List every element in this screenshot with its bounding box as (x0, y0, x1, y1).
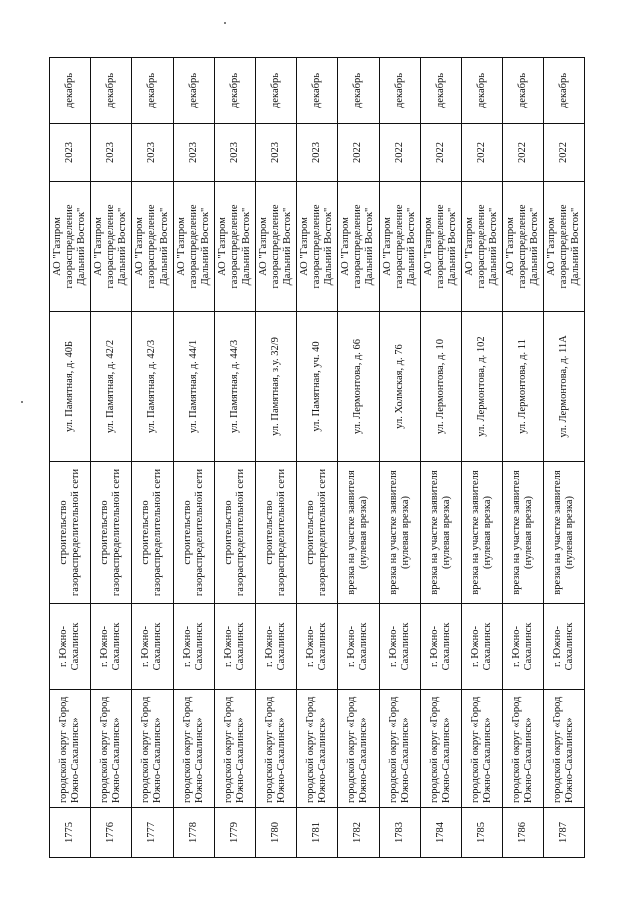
city-cell: г. Южно-Сахалинск (91, 604, 132, 690)
address-cell: ул. Памятная, уч. 40 (297, 312, 338, 462)
municipality-cell: городской округ «Город Южно-Сахалинск» (173, 690, 214, 808)
organization-cell: АО "Газпром газораспределение Дальний Восток" (132, 182, 173, 312)
scan-speck (224, 22, 226, 24)
table-row (255, 58, 296, 858)
organization-cell: АО "Газпром газораспределение Дальний Восток" (544, 182, 585, 312)
municipality-cell: городской округ «Город Южно-Сахалинск» (379, 690, 420, 808)
municipality-cell: городской округ «Город Южно-Сахалинск» (297, 690, 338, 808)
work-type-cell: строительство газораспределительной сети (297, 462, 338, 604)
table-row (91, 58, 132, 858)
month-cell: декабрь (91, 58, 132, 124)
work-type-cell: врезка на участке заявителя (нулевая врезка) (420, 462, 461, 604)
year-cell: 2022 (503, 124, 544, 182)
year-cell: 2023 (173, 124, 214, 182)
address-cell: ул. Памятная, з.у. 32/9 (255, 312, 296, 462)
organization-cell: АО "Газпром газораспределение Дальний Восток" (420, 182, 461, 312)
organization-cell: АО "Газпром газораспределение Дальний Восток" (461, 182, 502, 312)
municipality-cell: городской округ «Город Южно-Сахалинск» (50, 690, 91, 808)
row-number: 1781 (297, 808, 338, 858)
address-cell: ул. Лермонтова, д. 11А (544, 312, 585, 462)
address-cell: ул. Холмская, д. 76 (379, 312, 420, 462)
year-cell: 2023 (214, 124, 255, 182)
table-row (338, 58, 379, 858)
month-cell: декабрь (297, 58, 338, 124)
city-cell: г. Южно-Сахалинск (50, 604, 91, 690)
row-number: 1784 (420, 808, 461, 858)
row-number: 1778 (173, 808, 214, 858)
row-number: 1780 (255, 808, 296, 858)
row-number: 1785 (461, 808, 502, 858)
table-row (503, 58, 544, 858)
table-row (379, 58, 420, 858)
month-cell: декабрь (173, 58, 214, 124)
organization-cell: АО "Газпром газораспределение Дальний Восток" (379, 182, 420, 312)
table-row (50, 58, 91, 858)
organization-cell: АО "Газпром газораспределение Дальний Восток" (503, 182, 544, 312)
municipality-cell: городской округ «Город Южно-Сахалинск» (338, 690, 379, 808)
table-row (544, 58, 585, 858)
year-cell: 2022 (544, 124, 585, 182)
work-type-cell: врезка на участке заявителя (нулевая врезка) (503, 462, 544, 604)
work-type-cell: строительство газораспределительной сети (173, 462, 214, 604)
work-type-cell: врезка на участке заявителя (нулевая врезка) (338, 462, 379, 604)
organization-cell: АО "Газпром газораспределение Дальний Восток" (173, 182, 214, 312)
year-cell: 2023 (255, 124, 296, 182)
work-type-cell: врезка на участке заявителя (нулевая врезка) (379, 462, 420, 604)
city-cell: г. Южно-Сахалинск (503, 604, 544, 690)
work-type-cell: строительство газораспределительной сети (91, 462, 132, 604)
municipality-cell: городской округ «Город Южно-Сахалинск» (132, 690, 173, 808)
row-number: 1776 (91, 808, 132, 858)
gas-network-table (49, 57, 585, 858)
address-cell: ул. Лермонтова, д. 66 (338, 312, 379, 462)
municipality-cell: городской округ «Город Южно-Сахалинск» (544, 690, 585, 808)
month-cell: декабрь (461, 58, 502, 124)
table-row (214, 58, 255, 858)
work-type-cell: строительство газораспределительной сети (50, 462, 91, 604)
year-cell: 2022 (338, 124, 379, 182)
table-row (420, 58, 461, 858)
scan-speck (21, 401, 23, 403)
row-number: 1779 (214, 808, 255, 858)
year-cell: 2023 (132, 124, 173, 182)
month-cell: декабрь (420, 58, 461, 124)
city-cell: г. Южно-Сахалинск (338, 604, 379, 690)
city-cell: г. Южно-Сахалинск (173, 604, 214, 690)
month-cell: декабрь (50, 58, 91, 124)
city-cell: г. Южно-Сахалинск (544, 604, 585, 690)
work-type-cell: врезка на участке заявителя (нулевая врезка) (544, 462, 585, 604)
organization-cell: АО "Газпром газораспределение Дальний Восток" (338, 182, 379, 312)
organization-cell: АО "Газпром газораспределение Дальний Восток" (214, 182, 255, 312)
address-cell: ул. Памятная, д. 42/3 (132, 312, 173, 462)
work-type-cell: строительство газораспределительной сети (255, 462, 296, 604)
address-cell: ул. Лермонтова, д. 10 (420, 312, 461, 462)
month-cell: декабрь (544, 58, 585, 124)
table-row (297, 58, 338, 858)
address-cell: ул. Памятная, д. 40Б (50, 312, 91, 462)
address-cell: ул. Лермонтова, д. 11 (503, 312, 544, 462)
address-cell: ул. Памятная, д. 42/2 (91, 312, 132, 462)
city-cell: г. Южно-Сахалинск (461, 604, 502, 690)
municipality-cell: городской округ «Город Южно-Сахалинск» (91, 690, 132, 808)
address-cell: ул. Памятная, д. 44/3 (214, 312, 255, 462)
municipality-cell: городской округ «Город Южно-Сахалинск» (255, 690, 296, 808)
municipality-cell: городской округ «Город Южно-Сахалинск» (503, 690, 544, 808)
year-cell: 2022 (461, 124, 502, 182)
row-number: 1775 (50, 808, 91, 858)
year-cell: 2023 (50, 124, 91, 182)
city-cell: г. Южно-Сахалинск (379, 604, 420, 690)
city-cell: г. Южно-Сахалинск (214, 604, 255, 690)
month-cell: декабрь (255, 58, 296, 124)
city-cell: г. Южно-Сахалинск (132, 604, 173, 690)
row-number: 1782 (338, 808, 379, 858)
table-row (173, 58, 214, 858)
municipality-cell: городской округ «Город Южно-Сахалинск» (214, 690, 255, 808)
city-cell: г. Южно-Сахалинск (297, 604, 338, 690)
year-cell: 2023 (91, 124, 132, 182)
city-cell: г. Южно-Сахалинск (255, 604, 296, 690)
row-number: 1783 (379, 808, 420, 858)
year-cell: 2022 (379, 124, 420, 182)
year-cell: 2023 (297, 124, 338, 182)
month-cell: декабрь (503, 58, 544, 124)
work-type-cell: врезка на участке заявителя (нулевая врезка) (461, 462, 502, 604)
row-number: 1786 (503, 808, 544, 858)
row-number: 1777 (132, 808, 173, 858)
address-cell: ул. Лермонтова, д. 102 (461, 312, 502, 462)
month-cell: декабрь (338, 58, 379, 124)
table-row (461, 58, 502, 858)
organization-cell: АО "Газпром газораспределение Дальний Восток" (50, 182, 91, 312)
work-type-cell: строительство газораспределительной сети (214, 462, 255, 604)
row-number: 1787 (544, 808, 585, 858)
work-type-cell: строительство газораспределительной сети (132, 462, 173, 604)
organization-cell: АО "Газпром газораспределение Дальний Восток" (91, 182, 132, 312)
organization-cell: АО "Газпром газораспределение Дальний Восток" (255, 182, 296, 312)
month-cell: декабрь (132, 58, 173, 124)
table-body (50, 58, 585, 858)
table-row (132, 58, 173, 858)
city-cell: г. Южно-Сахалинск (420, 604, 461, 690)
month-cell: декабрь (214, 58, 255, 124)
address-cell: ул. Памятная, д. 44/1 (173, 312, 214, 462)
municipality-cell: городской округ «Город Южно-Сахалинск» (420, 690, 461, 808)
organization-cell: АО "Газпром газораспределение Дальний Восток" (297, 182, 338, 312)
year-cell: 2022 (420, 124, 461, 182)
municipality-cell: городской округ «Город Южно-Сахалинск» (461, 690, 502, 808)
month-cell: декабрь (379, 58, 420, 124)
